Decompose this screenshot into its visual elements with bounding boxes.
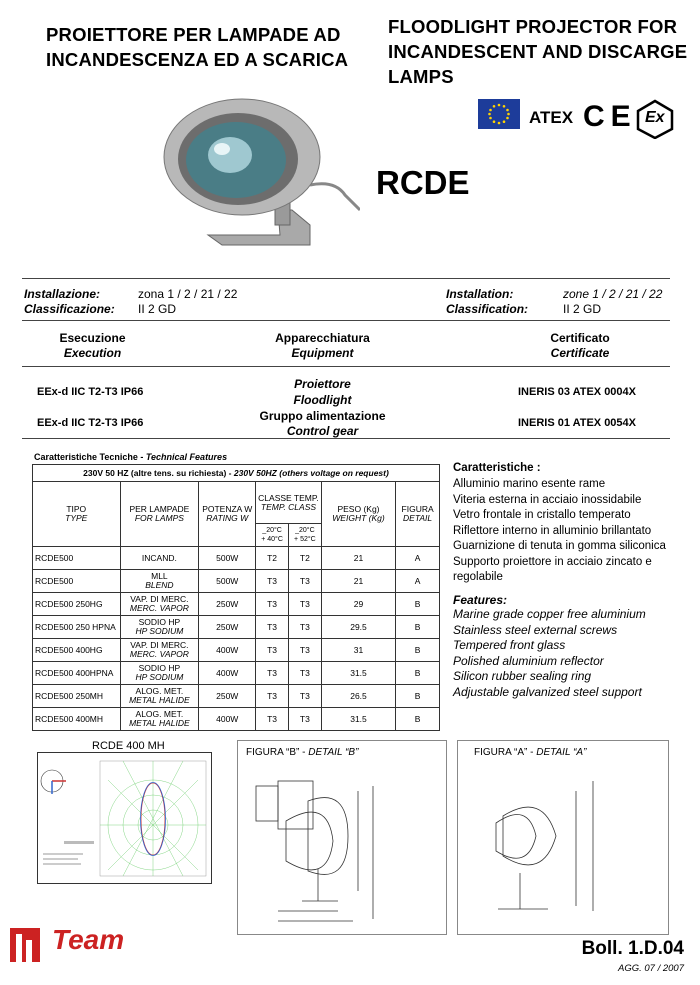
col-lamp-it: PER LAMPADE bbox=[129, 504, 190, 514]
cell-figure: A bbox=[396, 547, 440, 570]
feature-en-item: Marine grade copper free aluminium bbox=[453, 607, 646, 621]
feature-it-item: Alluminio marino esente rame bbox=[453, 478, 606, 490]
cell-weight: 29 bbox=[321, 593, 395, 616]
cell-class-t2: T3 bbox=[288, 639, 321, 662]
voltage-it: 230V 50 HZ (altre tens. su richiesta) - bbox=[83, 467, 234, 478]
cell-lamp bbox=[120, 547, 199, 570]
lamp-it: ALOG. MET. bbox=[135, 686, 184, 696]
photometric-title: RCDE 400 MH bbox=[92, 740, 165, 752]
lamp-it: SODIO HP bbox=[138, 663, 181, 673]
table-row bbox=[33, 593, 440, 616]
cell-type: RCDE500 400HG bbox=[33, 639, 121, 662]
lamp-en: HP SODIUM bbox=[135, 626, 184, 636]
cell-class-t2: T3 bbox=[288, 570, 321, 593]
ex-hexagon-icon bbox=[635, 99, 675, 139]
features-it-list bbox=[453, 477, 693, 586]
divider bbox=[22, 366, 670, 367]
cert-header-en: Certificate bbox=[550, 346, 610, 360]
col-class bbox=[256, 482, 322, 524]
class-value-en: II 2 GD bbox=[563, 302, 602, 316]
col-weight bbox=[321, 482, 395, 547]
cell-lamp bbox=[120, 616, 199, 639]
cert-header-it: Certificato bbox=[550, 331, 610, 345]
class-value-it: II 2 GD bbox=[138, 302, 177, 316]
cell-class-t1: T3 bbox=[256, 639, 289, 662]
cell-power: 250W bbox=[199, 616, 256, 639]
cell-class-t2: T2 bbox=[288, 547, 321, 570]
cert-row-number: INERIS 01 ATEX 0054X bbox=[518, 417, 636, 429]
t2-low: _20°C bbox=[295, 527, 315, 534]
lamp-en: BLEND bbox=[145, 580, 174, 590]
cell-figure: B bbox=[396, 593, 440, 616]
cell-class-t1: T3 bbox=[256, 662, 289, 685]
table-row bbox=[33, 616, 440, 639]
cell-lamp bbox=[120, 708, 199, 731]
cell-type: RCDE500 250MH bbox=[33, 685, 121, 708]
install-label-en: Installation: bbox=[446, 287, 514, 301]
feature-en-item: Tempered front glass bbox=[453, 638, 566, 652]
tech-caption-en: Technical Features bbox=[145, 452, 228, 462]
cell-power: 250W bbox=[199, 685, 256, 708]
atex-mark: ATEX bbox=[529, 108, 574, 127]
figure-a-title bbox=[474, 747, 586, 758]
col-lamp-en: FOR LAMPS bbox=[134, 513, 184, 523]
feature-it-item: Riflettore interno in alluminio brillantato bbox=[453, 524, 652, 537]
cell-class-t2: T3 bbox=[288, 708, 321, 731]
lamp-en: METAL HALIDE bbox=[129, 695, 190, 705]
lamp-it: MLL bbox=[151, 571, 168, 581]
voltage-en: 230V 50HZ (others voltage on request) bbox=[233, 467, 389, 478]
install-label-it: Installazione: bbox=[24, 287, 101, 301]
cell-power: 500W bbox=[199, 547, 256, 570]
cell-lamp bbox=[120, 685, 199, 708]
cell-power: 400W bbox=[199, 708, 256, 731]
cell-figure: B bbox=[396, 685, 440, 708]
cell-figure: B bbox=[396, 639, 440, 662]
lamp-en: METAL HALIDE bbox=[129, 718, 190, 728]
ex-mark-text: Ex bbox=[645, 109, 665, 126]
tech-caption-it: Caratteristiche Tecniche - bbox=[34, 452, 146, 462]
cell-weight: 26.5 bbox=[321, 685, 395, 708]
ce-mark: C E bbox=[583, 100, 631, 133]
col-class-en: TEMP. CLASS bbox=[260, 501, 317, 512]
class-label-en: Classification: bbox=[446, 302, 529, 316]
cell-class-t1: T2 bbox=[256, 547, 289, 570]
cell-lamp bbox=[120, 593, 199, 616]
cell-lamp bbox=[120, 639, 199, 662]
figure-b-en: DETAIL “B” bbox=[308, 747, 359, 758]
cell-class-t1: T3 bbox=[256, 616, 289, 639]
cell-figure: B bbox=[396, 708, 440, 731]
table-row bbox=[33, 708, 440, 731]
figure-b-sep: - bbox=[299, 747, 309, 758]
figure-a-en: DETAIL “A” bbox=[536, 747, 587, 758]
figure-b-title bbox=[246, 747, 358, 758]
table-row bbox=[33, 570, 440, 593]
col-type-en: TYPE bbox=[65, 513, 88, 523]
table-row bbox=[33, 639, 440, 662]
lamp-it: VAP. DI MERC. bbox=[130, 640, 189, 650]
figure-b-panel bbox=[237, 740, 447, 935]
install-value-en: zone 1 / 2 / 21 / 22 bbox=[563, 287, 663, 301]
col-power bbox=[199, 482, 256, 547]
cell-weight: 29.5 bbox=[321, 616, 395, 639]
cell-weight: 31.5 bbox=[321, 662, 395, 685]
cell-type: RCDE500 bbox=[33, 570, 121, 593]
cell-power: 400W bbox=[199, 662, 256, 685]
col-weight-it: PESO (Kg) bbox=[337, 504, 380, 514]
equip-header-it: Apparecchiatura bbox=[275, 331, 370, 345]
col-weight-en: WEIGHT (Kg) bbox=[332, 513, 385, 523]
cell-lamp bbox=[120, 662, 199, 685]
cell-type: RCDE500 400HPNA bbox=[33, 662, 121, 685]
feature-en-item: Silicon rubber sealing ring bbox=[453, 669, 592, 683]
certification-marks bbox=[478, 99, 690, 141]
cell-class-t2: T3 bbox=[288, 593, 321, 616]
cell-class-t1: T3 bbox=[256, 593, 289, 616]
col-power-en: RATING W bbox=[206, 513, 249, 523]
col-lamp bbox=[120, 482, 199, 547]
logo-text: Team bbox=[52, 924, 125, 955]
cell-figure: B bbox=[396, 616, 440, 639]
table-row bbox=[33, 685, 440, 708]
figure-b-it: FIGURA “B” bbox=[246, 747, 300, 758]
figure-b-drawing bbox=[238, 761, 448, 933]
cell-type: RCDE500 400MH bbox=[33, 708, 121, 731]
col-power-it: POTENZA W bbox=[202, 504, 253, 514]
model-name: RCDE bbox=[376, 164, 470, 201]
lamp-en: HP SODIUM bbox=[135, 672, 184, 682]
cell-power: 500W bbox=[199, 570, 256, 593]
col-figure-en: DETAIL bbox=[403, 513, 433, 523]
cert-row-number: INERIS 03 ATEX 0004X bbox=[518, 386, 636, 398]
feature-en-item: Adjustable galvanized steel support bbox=[453, 684, 642, 699]
cell-class-t1: T3 bbox=[256, 570, 289, 593]
cell-class-t1: T3 bbox=[256, 708, 289, 731]
col-type bbox=[33, 482, 121, 547]
cert-row-equip-en: Floodlight bbox=[293, 393, 352, 407]
col-type-it: TIPO bbox=[66, 504, 87, 514]
eu-flag-icon bbox=[478, 99, 520, 129]
update-date: AGG. 07 / 2007 bbox=[617, 963, 684, 974]
col-figure-it: FIGURA bbox=[401, 504, 434, 514]
feature-en-item: Stainless steel external screws bbox=[453, 622, 618, 637]
cell-weight: 31.5 bbox=[321, 708, 395, 731]
col-class-t2 bbox=[288, 524, 321, 547]
divider bbox=[22, 320, 670, 321]
lamp-it: VAP. DI MERC. bbox=[130, 594, 189, 604]
cert-row-equip-it: Gruppo alimentazione bbox=[259, 409, 386, 423]
technical-table bbox=[32, 464, 440, 731]
cert-row-exec: EEx-d IIC T2-T3 IP66 bbox=[37, 417, 144, 429]
divider bbox=[22, 278, 670, 279]
product-photo bbox=[160, 95, 360, 260]
figure-a-it: FIGURA “A” bbox=[474, 747, 528, 758]
cell-weight: 31 bbox=[321, 639, 395, 662]
col-class-it: CLASSE TEMP. bbox=[258, 492, 319, 503]
cell-figure: A bbox=[396, 570, 440, 593]
class-label-it: Classificazione: bbox=[24, 302, 115, 316]
lamp-it: ALOG. MET. bbox=[135, 709, 184, 719]
figure-a-panel bbox=[457, 740, 669, 935]
title-english: FLOODLIGHT PROJECTOR FOR INCANDESCENT AND DISCARGE LAMPS bbox=[388, 16, 688, 87]
col-class-t1 bbox=[256, 524, 289, 547]
install-value-it: zona 1 / 2 / 21 / 22 bbox=[138, 287, 238, 301]
cell-class-t2: T3 bbox=[288, 685, 321, 708]
cell-power: 250W bbox=[199, 593, 256, 616]
cell-power: 400W bbox=[199, 639, 256, 662]
feature-it-item: Vetro frontale in cristallo temperato bbox=[453, 509, 631, 521]
cell-type: RCDE500 250 HPNA bbox=[33, 616, 121, 639]
title-italian: PROIETTORE PER LAMPADE AD INCANDESCENZA ED A SCARICA bbox=[46, 24, 349, 70]
voltage-row bbox=[33, 465, 440, 482]
table-row bbox=[33, 662, 440, 685]
lamp-en: MERC. VAPOR bbox=[129, 649, 189, 659]
exec-header-en: Execution bbox=[63, 346, 122, 360]
t2-high: + 52°C bbox=[294, 536, 316, 543]
cert-row-exec: EEx-d IIC T2-T3 IP66 bbox=[37, 386, 144, 398]
feature-it-item: Viteria esterna in acciaio inossidabile bbox=[453, 493, 642, 506]
photometric-diagram bbox=[37, 752, 212, 884]
feature-it-item: Guarnizione di tenuta in gomma siliconica bbox=[453, 540, 666, 552]
col-figure bbox=[396, 482, 440, 547]
cert-row-equip-en: Control gear bbox=[286, 424, 359, 438]
tech-caption bbox=[34, 452, 227, 462]
cert-row-equip-it: Proiettore bbox=[294, 377, 351, 391]
team-logo bbox=[8, 922, 143, 964]
lamp-it: SODIO HP bbox=[138, 617, 181, 627]
cell-lamp bbox=[120, 570, 199, 593]
cell-figure: B bbox=[396, 662, 440, 685]
cell-class-t2: T3 bbox=[288, 616, 321, 639]
divider bbox=[22, 438, 670, 439]
cell-type: RCDE500 bbox=[33, 547, 121, 570]
exec-header-it: Esecuzione bbox=[59, 331, 126, 345]
t1-low: _20°C bbox=[262, 527, 282, 534]
figure-a-drawing bbox=[458, 761, 670, 933]
equip-header-en: Equipment bbox=[291, 346, 354, 360]
figure-a-sep: - bbox=[527, 747, 537, 758]
feature-en-item: Polished aluminium reflector bbox=[453, 653, 604, 668]
cell-weight: 21 bbox=[321, 570, 395, 593]
cell-type: RCDE500 250HG bbox=[33, 593, 121, 616]
features-it-title: Caratteristiche : bbox=[453, 462, 541, 474]
table-row bbox=[33, 547, 440, 570]
cell-weight: 21 bbox=[321, 547, 395, 570]
lamp-it: INCAND. bbox=[141, 552, 177, 563]
cell-class-t1: T3 bbox=[256, 685, 289, 708]
t1-high: + 40°C bbox=[261, 536, 283, 543]
bulletin-number: Boll. 1.D.04 bbox=[581, 938, 684, 959]
lamp-en: MERC. VAPOR bbox=[129, 603, 189, 613]
feature-it-item: Supporto proiettore in acciaio zincato e regolabile bbox=[453, 555, 652, 583]
features-en-list bbox=[453, 607, 693, 700]
features-en-title: Features: bbox=[453, 593, 508, 607]
cell-class-t2: T3 bbox=[288, 662, 321, 685]
